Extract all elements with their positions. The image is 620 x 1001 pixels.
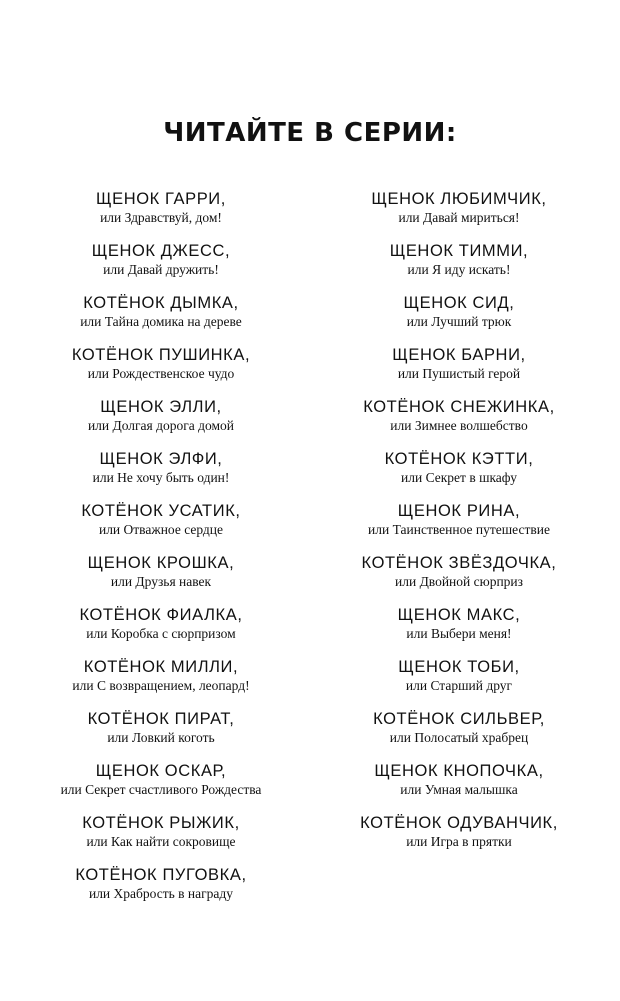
book-entry: [314, 450, 604, 502]
book-title: ЩЕНОК МАКС,: [397, 606, 521, 624]
book-subtitle: или Выбери меня!: [406, 626, 512, 641]
book-subtitle: или Секрет счастливого Рождества: [60, 782, 262, 797]
book-entry: [314, 502, 604, 554]
book-title: КОТЁНОК ПУГОВКА,: [75, 866, 247, 884]
book-title: КОТЁНОК ДЫМКА,: [83, 294, 239, 312]
book-subtitle: или Секрет в шкафу: [401, 470, 517, 485]
book-title: КОТЁНОК СИЛЬВЕР,: [373, 710, 545, 728]
book-entry: [16, 814, 306, 866]
book-entry: [16, 606, 306, 658]
book-subtitle: или Двойной сюрприз: [395, 574, 523, 589]
book-entry: [16, 554, 306, 606]
book-title: ЩЕНОК КНОПОЧКА,: [374, 762, 544, 780]
book-entry: [16, 866, 306, 918]
book-title: ЩЕНОК ЭЛЛИ,: [100, 398, 222, 416]
book-entry: [16, 346, 306, 398]
book-title: ЩЕНОК СИД,: [403, 294, 515, 312]
book-entry: [16, 658, 306, 710]
book-entry: [314, 606, 604, 658]
book-subtitle: или Храбрость в награду: [88, 886, 234, 901]
book-subtitle: или Давай мириться!: [398, 210, 520, 225]
book-subtitle: или Старший друг: [405, 678, 513, 693]
book-subtitle: или Я иду искать!: [407, 262, 511, 277]
book-title: КОТЁНОК КЭТТИ,: [384, 450, 534, 468]
book-title: ЩЕНОК ТОБИ,: [398, 658, 520, 676]
book-entry: [314, 242, 604, 294]
book-entry: [16, 502, 306, 554]
book-subtitle: или Пушистый герой: [397, 366, 521, 381]
book-title: КОТЁНОК ПУШИНКА,: [71, 346, 251, 364]
book-title: ЩЕНОК БАРНИ,: [392, 346, 526, 364]
page-heading: ЧИТАЙТЕ В СЕРИИ:: [163, 118, 457, 148]
book-title: КОТЁНОК ФИАЛКА,: [79, 606, 243, 624]
book-entry: [16, 710, 306, 762]
book-title: ЩЕНОК РИНА,: [397, 502, 521, 520]
book-entry: [314, 190, 604, 242]
book-subtitle: или Отважное сердце: [98, 522, 224, 537]
book-subtitle: или Лучший трюк: [406, 314, 512, 329]
book-subtitle: или Таинственное путешествие: [368, 522, 550, 537]
book-title: ЩЕНОК ЭЛФИ,: [99, 450, 223, 468]
book-entry: [314, 658, 604, 710]
book-title: КОТЁНОК ОДУВАНЧИК,: [360, 814, 558, 832]
book-title: КОТЁНОК УСАТИК,: [81, 502, 241, 520]
book-subtitle: или Рождественское чудо: [87, 366, 235, 381]
book-title: КОТЁНОК ЗВЁЗДОЧКА,: [361, 554, 557, 572]
book-subtitle: или Зимнее волшебство: [390, 418, 528, 433]
book-subtitle: или Давай дружить!: [103, 262, 219, 277]
right-book-list: [314, 190, 604, 866]
book-subtitle: или Ловкий коготь: [107, 730, 215, 745]
book-subtitle: или Друзья навек: [110, 574, 212, 589]
book-title: КОТЁНОК СНЕЖИНКА,: [363, 398, 555, 416]
book-subtitle: или Тайна домика на дереве: [80, 314, 242, 329]
book-title: КОТЁНОК ПИРАТ,: [87, 710, 235, 728]
book-subtitle: или Игра в прятки: [406, 834, 512, 849]
book-entry: [16, 190, 306, 242]
book-entry: [16, 242, 306, 294]
book-entry: [16, 762, 306, 814]
book-subtitle: или Как найти сокровище: [86, 834, 236, 849]
book-title: ЩЕНОК КРОШКА,: [87, 554, 235, 572]
book-entry: [314, 762, 604, 814]
book-subtitle: или Долгая дорога домой: [87, 418, 235, 433]
book-subtitle: или Полосатый храбрец: [389, 730, 529, 745]
book-entry: [16, 450, 306, 502]
book-title: ЩЕНОК ДЖЕСС,: [91, 242, 231, 260]
book-entry: [16, 398, 306, 450]
book-entry: [314, 294, 604, 346]
book-title: КОТЁНОК РЫЖИК,: [82, 814, 240, 832]
book-entry: [314, 814, 604, 866]
book-title: ЩЕНОК ОСКАР,: [95, 762, 227, 780]
book-title: ЩЕНОК ГАРРИ,: [96, 190, 226, 208]
book-subtitle: или Умная малышка: [400, 782, 518, 797]
book-title: ЩЕНОК ТИММИ,: [389, 242, 529, 260]
book-entry: [314, 346, 604, 398]
book-entry: [16, 294, 306, 346]
left-book-list: [16, 190, 306, 918]
book-title: КОТЁНОК МИЛЛИ,: [83, 658, 239, 676]
book-subtitle: или Здравствуй, дом!: [100, 210, 222, 225]
book-entry: [314, 554, 604, 606]
book-title: ЩЕНОК ЛЮБИМЧИК,: [371, 190, 547, 208]
book-entry: [314, 710, 604, 762]
book-subtitle: или Не хочу быть один!: [92, 470, 230, 485]
book-entry: [314, 398, 604, 450]
book-subtitle: или Коробка с сюрпризом: [86, 626, 236, 641]
book-subtitle: или С возвращением, леопард!: [72, 678, 250, 693]
